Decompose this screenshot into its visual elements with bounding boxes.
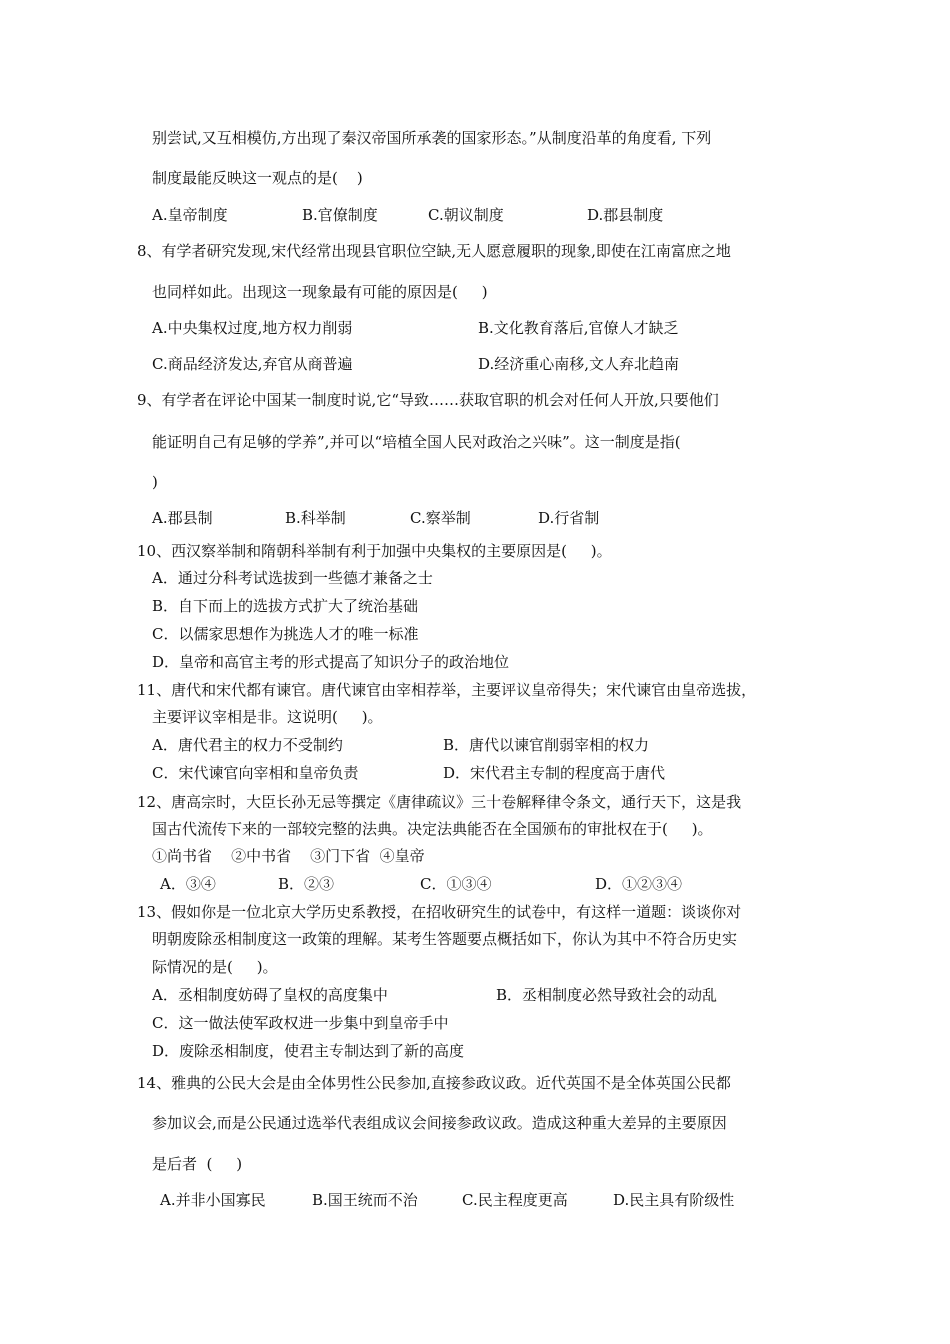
q14-stem-line1: 14、雅典的公民大会是由全体男性公民参加,直接参政议政。近代英国不是全体英国公民都 (137, 1074, 731, 1092)
q11-stem-line2: 主要评议宰相是非。这说明( )。 (152, 708, 383, 726)
q12-stem-line1: 12、唐高宗时，大臣长孙无忌等撰定《唐律疏议》三十卷解释律令条文，通行天下，这是我 (137, 793, 742, 811)
q9-option-d: D.行省制 (538, 509, 600, 527)
q8-option-b: B.文化教育落后,官僚人才缺乏 (478, 319, 679, 337)
q9-stem-line3: ) (152, 473, 158, 491)
q11-option-a: A．唐代君主的权力不受制约 (152, 736, 343, 754)
q12-option-a: A．③④ (160, 875, 216, 893)
q10-stem-line1: 10、西汉察举制和隋朝科举制有利于加强中央集权的主要原因是( )。 (137, 542, 612, 560)
q14-stem-line3: 是后者 ( ) (152, 1155, 243, 1173)
q13-option-d: D．废除丞相制度，使君主专制达到了新的高度 (152, 1042, 465, 1060)
q11-option-d: D．宋代君主专制的程度高于唐代 (443, 764, 666, 782)
q11-option-c: C．宋代谏官向宰相和皇帝负责 (152, 764, 359, 782)
q7-option-d: D.郡县制度 (587, 206, 664, 224)
q8-stem-line1: 8、有学者研究发现,宋代经常出现县官职位空缺,无人愿意履职的现象,即使在江南富庶之地 (137, 242, 731, 260)
q9-stem-line2: 能证明自己有足够的学养”,并可以“培植全国人民对政治之兴味”。这一制度是指( (152, 433, 681, 451)
q10-option-a: A．通过分科考试选拔到一些德才兼备之士 (152, 569, 433, 587)
q11-stem-line1: 11、唐代和宋代都有谏官。唐代谏官由宰相荐举，主要评议皇帝得失；宋代谏官由皇帝选拔， (137, 681, 757, 699)
q10-option-b: B．自下而上的选拔方式扩大了统治基础 (152, 597, 419, 615)
q7-option-a: A.皇帝制度 (152, 206, 228, 224)
q10-option-c: C．以儒家思想作为挑选人才的唯一标准 (152, 625, 419, 643)
q9-stem-line1: 9、有学者在评论中国某一制度时说,它“导致……获取官职的机会对任何人开放,只要他们 (137, 391, 719, 409)
q7-line1: 别尝试,又互相模仿,方出现了秦汉帝国所承袭的国家形态。”从制度沿革的角度看, 下列 (152, 129, 712, 147)
q7-line2: 制度最能反映这一观点的是( ) (152, 169, 363, 187)
q13-stem-line3: 际情况的是( )。 (152, 958, 278, 976)
q12-option-b: B．②③ (278, 875, 335, 893)
q12-option-d: D．①②③④ (595, 875, 683, 893)
q13-stem-line2: 明朝废除丞相制度这一政策的理解。某考生答题要点概括如下，你认为其中不符合历史实 (152, 930, 738, 948)
q8-option-c: C.商品经济发达,弃官从商普遍 (152, 355, 353, 373)
q8-stem-line2: 也同样如此。出现这一现象最有可能的原因是( ) (152, 283, 488, 301)
q9-option-a: A.郡县制 (152, 509, 213, 527)
q13-stem-line1: 13、假如你是一位北京大学历史系教授，在招收研究生的试卷中，有这样一道题：谈谈你对 (137, 903, 742, 921)
q13-option-b: B．丞相制度必然导致社会的动乱 (496, 986, 718, 1004)
q13-option-c: C．这一做法使军政权进一步集中到皇帝手中 (152, 1014, 449, 1032)
q12-stem-line2: 国古代流传下来的一部较完整的法典。决定法典能否在全国颁布的审批权在于( )。 (152, 820, 713, 838)
q8-option-a: A.中央集权过度,地方权力削弱 (152, 319, 353, 337)
q14-option-b: B.国王统而不治 (312, 1191, 418, 1209)
q7-option-c: C.朝议制度 (428, 206, 504, 224)
q7-option-b: B.官僚制度 (302, 206, 378, 224)
q9-option-c: C.察举制 (410, 509, 471, 527)
q14-option-d: D.民主具有阶级性 (613, 1191, 735, 1209)
q14-option-c: C.民主程度更高 (462, 1191, 568, 1209)
q12-stem-line3: ①尚书省 ②中书省 ③门下省 ④皇帝 (152, 847, 425, 865)
q14-option-a: A.并非小国寡民 (160, 1191, 266, 1209)
q11-option-b: B．唐代以谏官削弱宰相的权力 (443, 736, 650, 754)
q10-option-d: D．皇帝和高官主考的形式提高了知识分子的政治地位 (152, 653, 510, 671)
q9-option-b: B.科举制 (285, 509, 346, 527)
q8-option-d: D.经济重心南移,文人弃北趋南 (478, 355, 680, 373)
q13-option-a: A．丞相制度妨碍了皇权的高度集中 (152, 986, 388, 1004)
q12-option-c: C．①③④ (420, 875, 492, 893)
q14-stem-line2: 参加议会,而是公民通过选举代表组成议会间接参政议政。造成这种重大差异的主要原因 (152, 1114, 727, 1132)
